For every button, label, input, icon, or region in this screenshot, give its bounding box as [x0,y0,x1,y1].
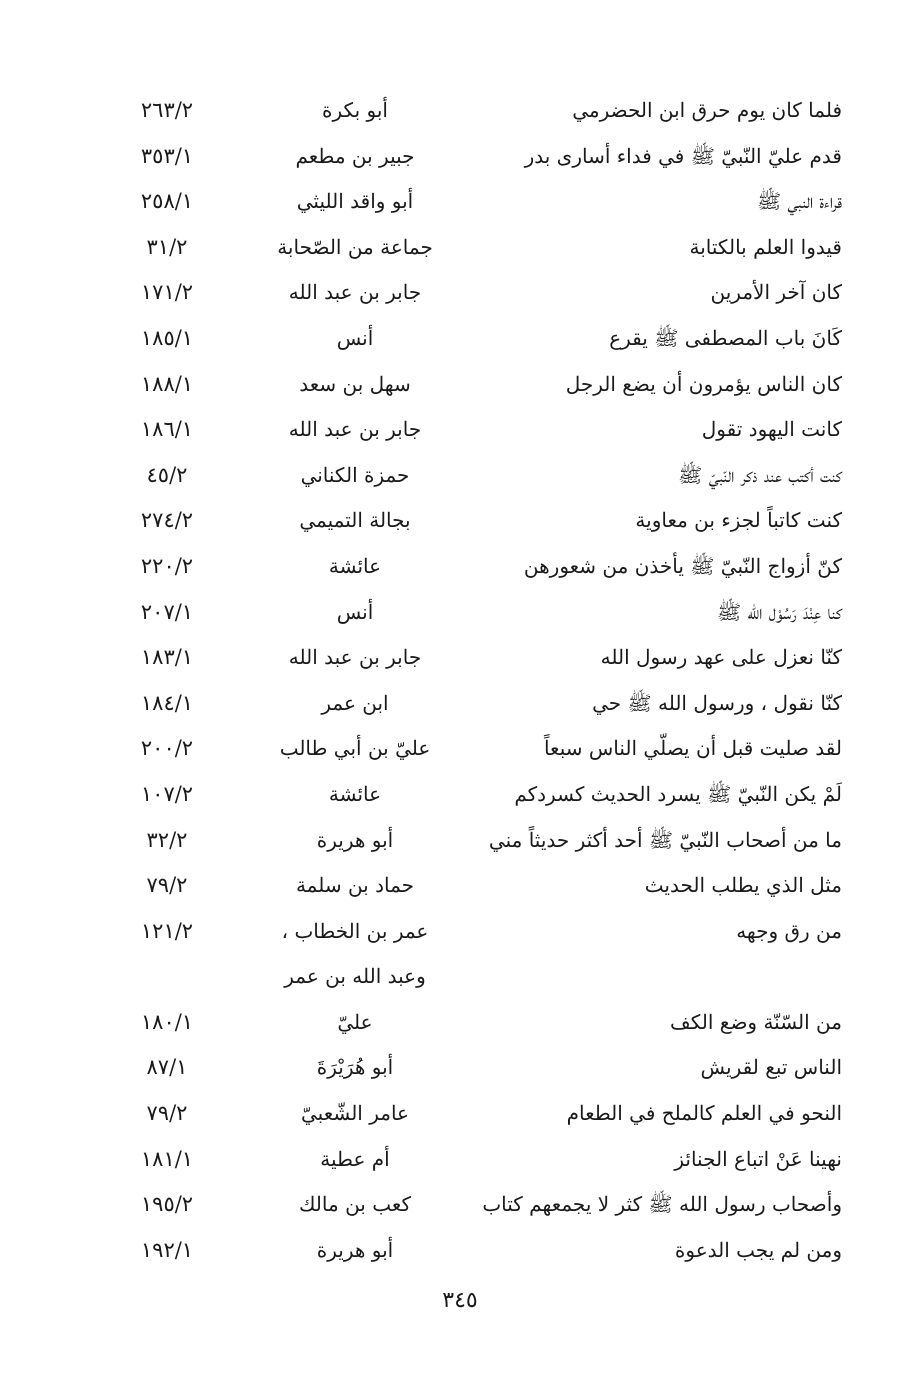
narrator-name: عامر الشّعبيّ [301,1101,409,1126]
narrator-name: جماعة من الصّحابة [277,234,433,259]
narrator-name: أنس [336,325,374,350]
narrator-name: ابن عمر [321,690,389,715]
index-row [0,1228,920,1274]
volume-page-ref: ٢٢٠/٢ [140,553,194,578]
volume-page-ref: ١٩٢/١ [140,1237,194,1262]
volume-page-ref [112,954,222,1000]
index-row [0,270,920,316]
hadith-text: كان الناس يؤمرون أن يضع الرجل [565,371,842,396]
volume-page-ref: ١٨٥/١ [140,325,194,350]
hadith-text: قدم عليّ النّبيّ ﷺ في فداء أسارى بدر [524,143,842,168]
narrator-name: عمر بن الخطاب ، [281,918,429,943]
volume-page-ref: ١٠٧/٢ [140,781,194,806]
narrator-name: أبو واقد الليثي [296,189,414,214]
hadith-text: فلما كان يوم حرق ابن الحضرمي [572,98,842,122]
volume-page-ref: ١٨١/١ [140,1146,194,1171]
index-row [0,1137,920,1183]
hadith-text: من رق وجهه [736,918,842,943]
volume-page-ref: ١٢١/٢ [140,918,194,943]
narrator-name: جابر بن عبد الله [288,417,422,442]
index-row [0,635,920,681]
volume-page-ref: ٢٠٧/١ [140,599,194,624]
narrator-name: جبير بن مطعم [295,143,415,168]
index-row [0,909,920,955]
volume-page-ref: ٧٩/٢ [146,1101,188,1126]
hadith-text: مثل الذي يطلب الحديث [644,873,842,898]
narrator-name: حمزة الكناني [300,462,410,487]
hadith-text: نهينا عَنْ اتباع الجنائز [674,1146,842,1171]
index-row [0,362,920,408]
index-row [0,88,920,134]
hadith-text: كنت كاتباً لجزء بن معاوية [635,508,842,533]
narrator-name: سهل بن سعد [299,371,411,396]
hadith-text: كان آخر الأمرين [710,280,842,305]
hadith-text: كنا عِنْدَ رَسُوْل الله ﷺ [716,599,842,624]
index-row [0,544,920,590]
hadith-text: لَمْ يكن النّبيّ ﷺ يسرد الحديث كسردكم [514,781,842,806]
narrator-name: حماد بن سلمة [295,873,415,898]
hadith-text: من السّنّة وضع الكف [670,1009,842,1034]
volume-page-ref: ٢٠٠/٢ [140,736,194,761]
hadith-text: الناس تبع لقريش [700,1055,842,1080]
volume-page-ref: ٣٢/٢ [146,827,188,852]
volume-page-ref: ١٨٨/١ [140,371,194,396]
index-row [0,1000,920,1046]
index-row [0,225,920,271]
volume-page-ref: ١٧١/٢ [140,280,194,305]
hadith-text: كَانَ باب المصطفى ﷺ يقرع [609,325,842,350]
volume-page-ref: ١٨٤/١ [140,690,194,715]
index-row [0,1045,920,1091]
index-row [0,772,920,818]
hadith-text: قيدوا العلم بالكتابة [689,234,842,259]
volume-page-ref: ٢٥٨/١ [140,189,194,214]
volume-page-ref: ٧٩/٢ [146,873,188,898]
narrator-name: أبو بكرة [322,98,388,122]
hadith-text: كنّا نقول ، ورسول الله ﷺ حي [592,690,842,715]
hadith-text: وأصحاب رسول الله ﷺ كثر لا يجمعهم كتاب [482,1192,842,1217]
hadith-text: ما من أصحاب النّبيّ ﷺ أحد أكثر حديثاً مني [488,827,842,852]
index-row [0,681,920,727]
narrator-name: جابر بن عبد الله [288,645,422,670]
volume-page-ref: ٢٧٤/٢ [140,508,194,533]
narrator-name: كعب بن مالك [298,1192,412,1217]
narrator-name: أبو هُرَيْرَةَ [316,1055,394,1080]
narrator-name: أبو هريرة [316,827,394,852]
index-row [0,818,920,864]
index-row [0,453,920,499]
narrator-name: عائشة [328,781,382,806]
hadith-text: النحو في العلم كالملح في الطعام [566,1101,842,1126]
hadith-text: كنّ أزواج النّبيّ ﷺ يأخذن من شعورهن [523,553,842,578]
hadith-text: كنّا نعزل على عهد رسول الله [600,645,842,670]
volume-page-ref: ١٨٠/١ [140,1009,194,1034]
index-row [0,1182,920,1228]
hadith-text: قراءة النبي ﷺ [756,189,842,214]
index-row-continuation [0,954,920,1000]
narrator-name: جابر بن عبد الله [288,280,422,305]
hadith-text: ومن لم يجب الدعوة [674,1237,842,1262]
volume-page-ref: ٢٦٣/٢ [140,98,194,122]
hadith-text: كنت أكتب عند ذكر النّبيّ ﷺ [678,462,842,487]
index-row [0,316,920,362]
hadith-index-list [0,88,920,1273]
narrator-name: عليّ [337,1009,373,1034]
volume-page-ref: ٤٥/٢ [146,462,188,487]
index-row [0,498,920,544]
index-row [0,1091,920,1137]
narrator-name: عليّ بن أبي طالب [279,736,431,761]
narrator-name: بجالة التميمي [299,508,411,533]
index-row [0,134,920,180]
hadith-text: كانت اليهود تقول [701,417,842,442]
narrator-name: أبو هريرة [316,1237,394,1262]
volume-page-ref: ١٨٦/١ [140,417,194,442]
volume-page-ref: ٣١/٢ [146,234,188,259]
index-row [0,590,920,636]
volume-page-ref: ١٩٥/٢ [140,1192,194,1217]
narrator-name: عائشة [328,553,382,578]
volume-page-ref: ٨٧/١ [146,1055,188,1080]
index-row [0,407,920,453]
index-row [0,863,920,909]
narrator-name: أنس [336,599,374,624]
index-row [0,179,920,225]
hadith-text: لقد صليت قبل أن يصلّي الناس سبعاً [543,736,842,761]
page-number: ٣٤٥ [442,1288,478,1313]
index-row [0,726,920,772]
volume-page-ref: ١٨٣/١ [140,645,194,670]
narrator-name: أم عطية [320,1146,390,1171]
volume-page-ref: ٣٥٣/١ [140,143,194,168]
narrator-name: وعبد الله بن عمر [284,964,426,989]
